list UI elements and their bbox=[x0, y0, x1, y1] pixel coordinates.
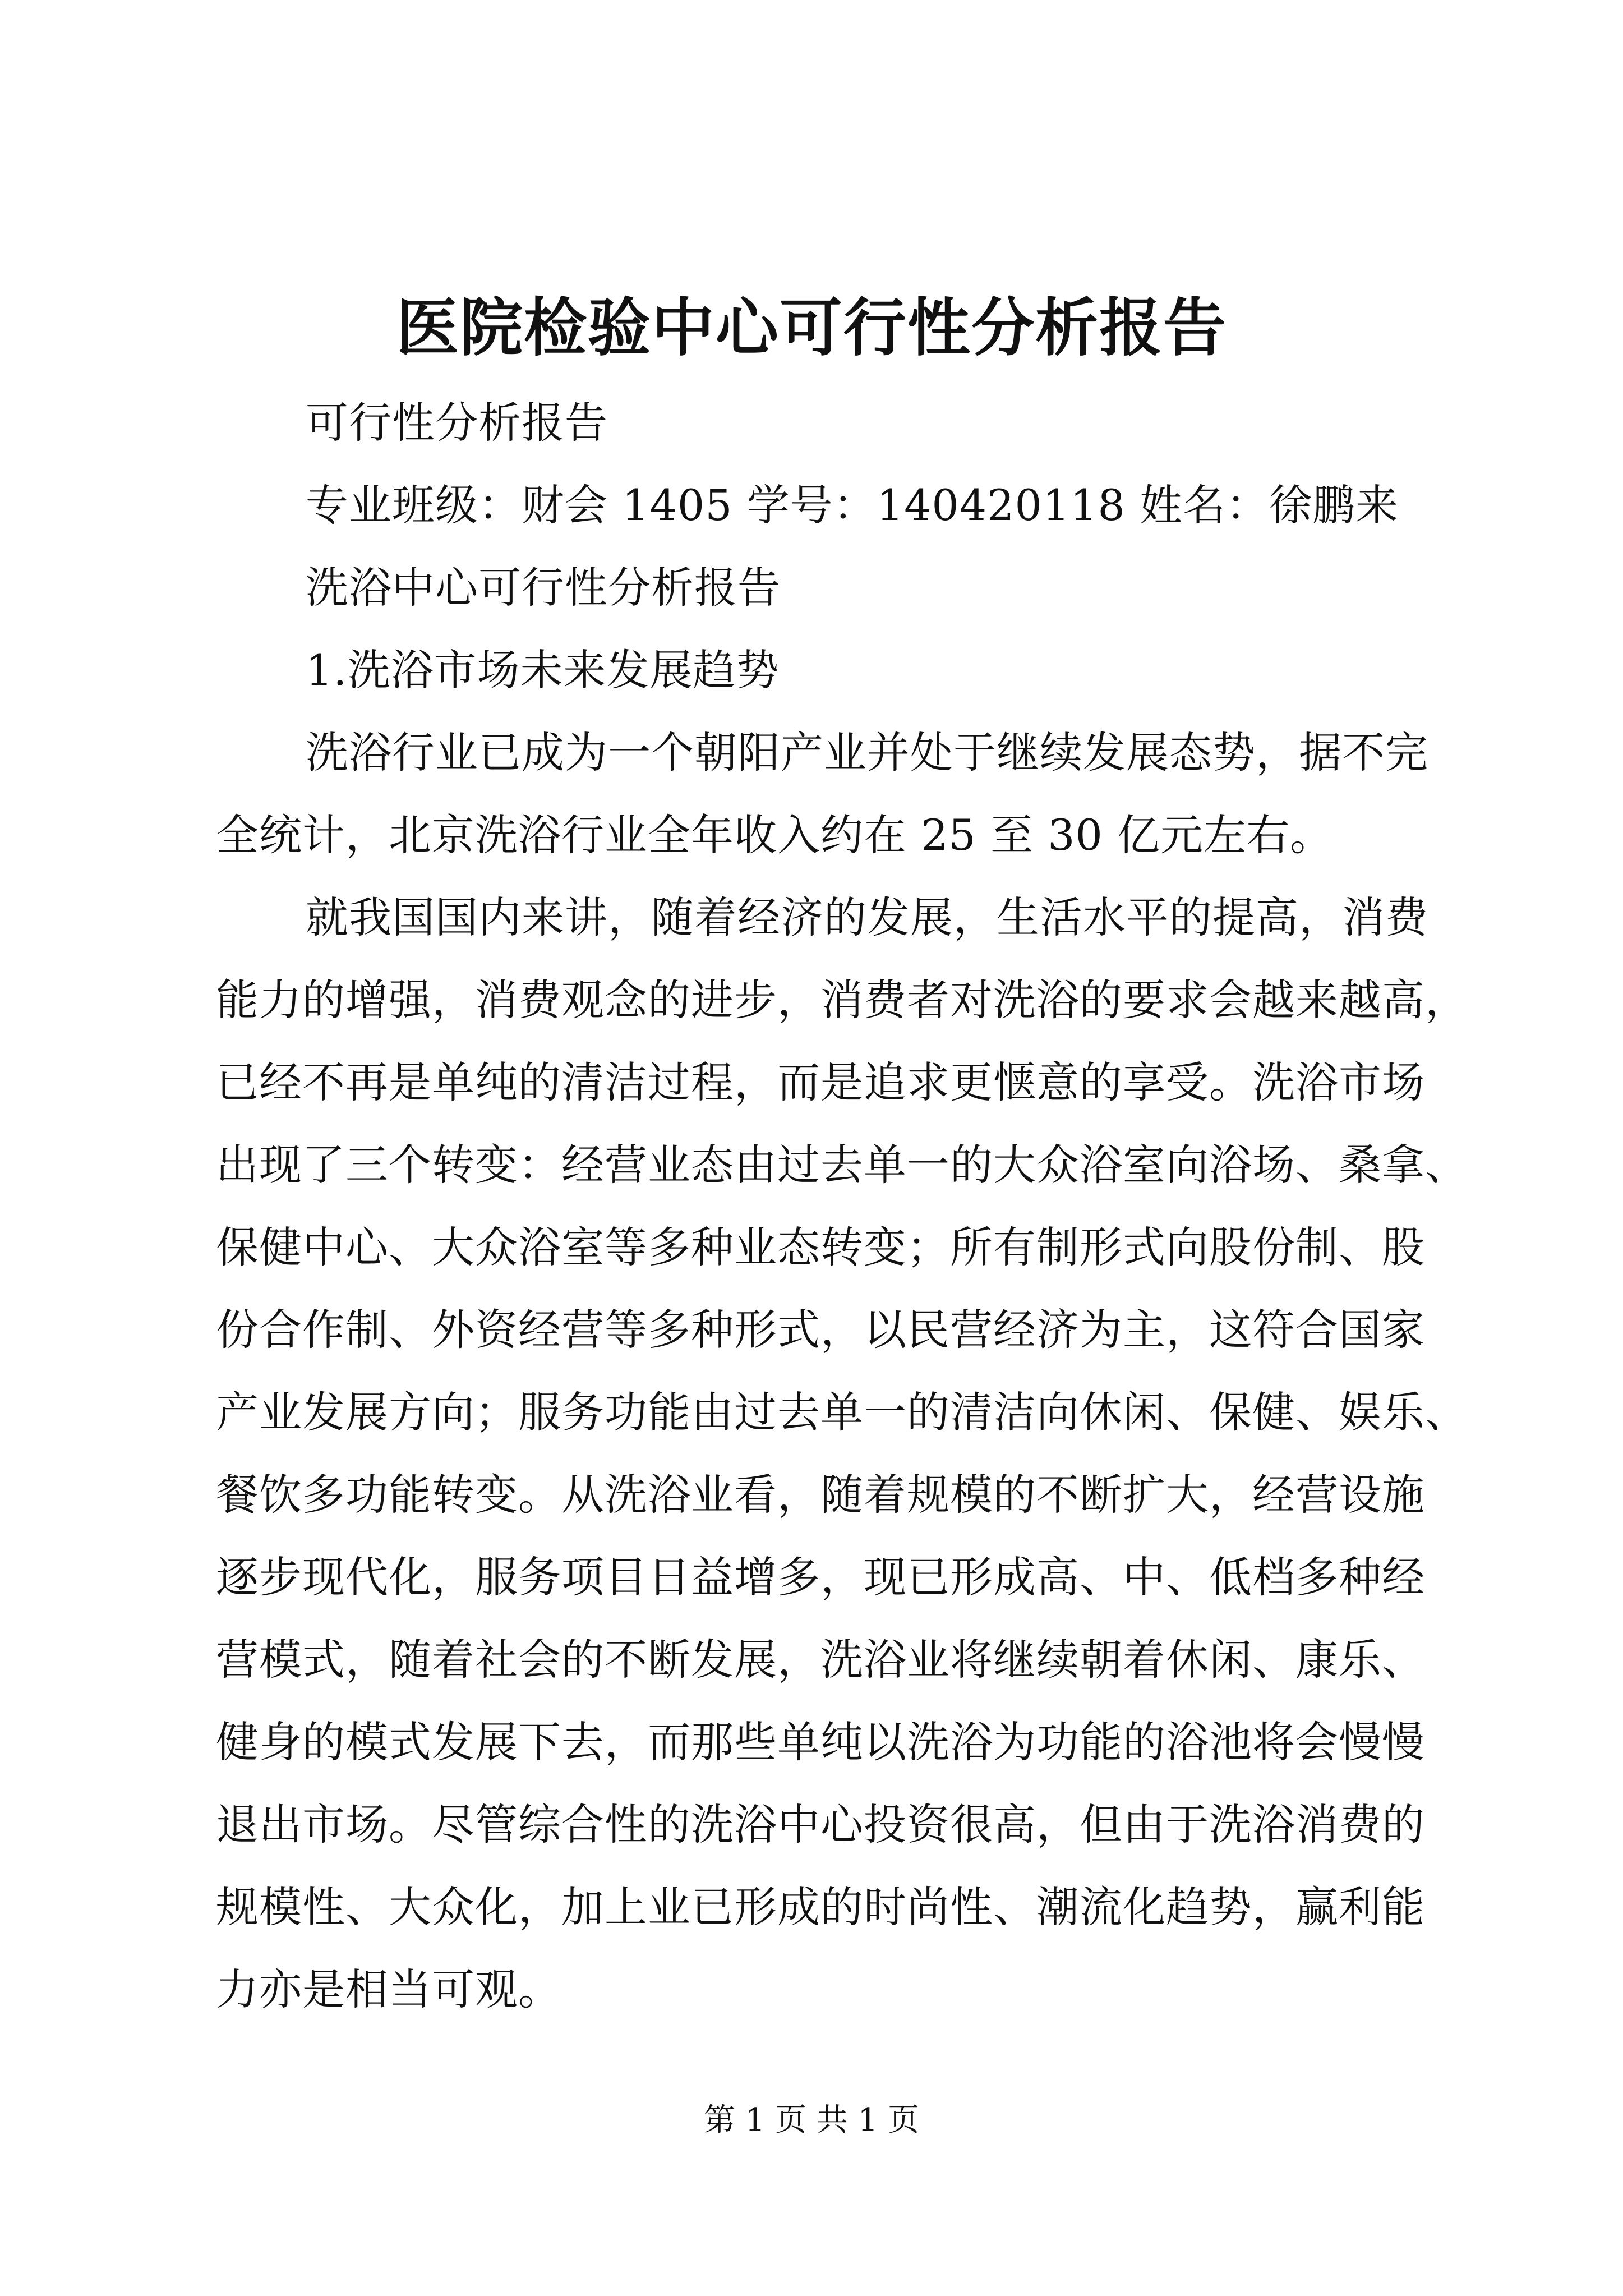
heading-feasibility-report-text: 可行性分析报告 bbox=[306, 398, 608, 448]
paragraph-2 bbox=[216, 876, 1468, 2031]
page-footer: 第 1 页 共 1 页 bbox=[703, 2102, 920, 2138]
paragraph-1-line: 全统计，北京洗浴行业全年收入约在 25 至 30 亿元左右。 bbox=[216, 810, 1334, 860]
document-title: 医院检验中心可行性分析报告 bbox=[396, 291, 1227, 365]
paragraph-2-line: 就我国国内来讲，随着经济的发展，生活水平的提高，消费 bbox=[306, 892, 1428, 942]
heading-feasibility-report bbox=[306, 381, 1419, 464]
paragraph-2-line: 力亦是相当可观。 bbox=[216, 1964, 561, 2014]
paragraph-2-line: 份合作制、外资经营等多种形式，以民营经济为主，这符合国家 bbox=[216, 1305, 1425, 1355]
paragraph-1-line: 洗浴行业已成为一个朝阳产业并处于继续发展态势，据不完 bbox=[306, 728, 1428, 777]
heading-bath-center-report bbox=[306, 546, 1419, 629]
student-info bbox=[306, 464, 1419, 546]
paragraph-2-line: 规模性、大众化，加上业已形成的时尚性、潮流化趋势，赢利能 bbox=[216, 1882, 1425, 1932]
paragraph-2-line: 产业发展方向；服务功能由过去单一的清洁向休闲、保健、娱乐、 bbox=[216, 1387, 1468, 1437]
paragraph-2-line: 出现了三个转变：经营业态由过去单一的大众浴室向浴场、桑拿、 bbox=[216, 1140, 1468, 1190]
document-body bbox=[216, 381, 1468, 2031]
paragraph-2-line: 逐步现代化，服务项目日益增多，现已形成高、中、低档多种经 bbox=[216, 1552, 1425, 1602]
heading-bath-center-report-text: 洗浴中心可行性分析报告 bbox=[306, 563, 781, 613]
paragraph-1 bbox=[216, 711, 1428, 876]
student-info-text: 专业班级：财会 1405 学号：140420118 姓名：徐鹏来 bbox=[306, 480, 1399, 530]
paragraph-2-line: 退出市场。尽管综合性的洗浴中心投资很高，但由于洗浴消费的 bbox=[216, 1800, 1425, 1849]
section-heading-1-text: 1.洗浴市场未来发展趋势 bbox=[306, 645, 780, 695]
paragraph-2-line: 营模式，随着社会的不断发展，洗浴业将继续朝着休闲、康乐、 bbox=[216, 1635, 1425, 1685]
section-heading-1 bbox=[306, 629, 1419, 711]
paragraph-2-line: 保健中心、大众浴室等多种业态转变；所有制形式向股份制、股 bbox=[216, 1222, 1425, 1272]
paragraph-2-line: 能力的增强，消费观念的进步，消费者对洗浴的要求会越来越高， bbox=[216, 975, 1468, 1025]
paragraph-2-line: 餐饮多功能转变。从洗浴业看，随着规模的不断扩大，经营设施 bbox=[216, 1470, 1425, 1520]
paragraph-2-line: 健身的模式发展下去，而那些单纯以洗浴为功能的浴池将会慢慢 bbox=[216, 1717, 1425, 1767]
paragraph-2-line: 已经不再是单纯的清洁过程，而是追求更惬意的享受。洗浴市场 bbox=[216, 1057, 1425, 1107]
